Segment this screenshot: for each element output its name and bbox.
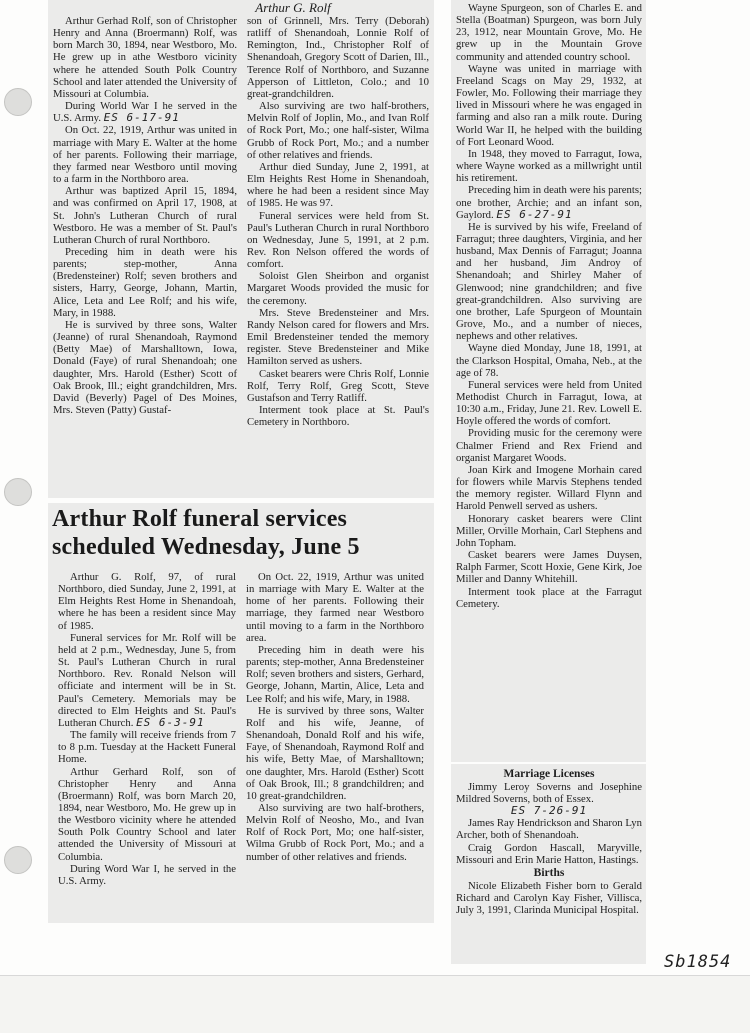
paragraph: Wayne was united in marriage with Freeland Scags on May 29, 1932, at Fowler, Mo. Following their marriage they lived in Missouri where he was engaged in farming and also ran a milk route. During World War II, he helped with the building of Fort Leonard Wood. xyxy=(456,62,642,148)
obituary-text xyxy=(456,2,642,610)
binder-hole xyxy=(4,88,32,116)
paragraph: Also surviving are two half-brothers, Melvin Rolf of Joplin, Mo., and Ivan Rolf of Rock Port, Mo.; one half-sister, Wilma Grubb of Rock Port, Mo.; and a number of other relatives and friends. xyxy=(247,100,429,161)
paragraph: Joan Kirk and Imogene Morhain cared for flowers while Marvis Stephens tended the memory register. Willard Flynn and Harold Penwell served as ushers. xyxy=(456,463,642,513)
paragraph: Nicole Elizabeth Fisher born to Gerald Richard and Carolyn Kay Fisher, Villisca, July 3, 1991, Clarinda Municipal Hospital. xyxy=(456,879,642,917)
paragraph: Casket bearers were Chris Rolf, Lonnie Rolf, Terry Rolf, Greg Scott, Steve Gustafson and Terry Ratliff. xyxy=(247,367,429,404)
paragraph: Funeral services were held from St. Paul's Lutheran Church in rural Northboro on Wednesday, June 5, 1991, at 2 p.m. Rev. Ron Nelson offered the words of comfort. xyxy=(247,209,429,271)
births-heading: Births xyxy=(533,866,565,879)
article-column-1 xyxy=(58,571,236,887)
paragraph: He is survived by three sons, Walter Rolf and his wife, Jeanne, of Shenandoah, Donald Rolf and his wife, Faye, of Shenandoah, Raymond Rolf and his wife, Betty Mae, of Marshalltown; one daughter, Mrs. Harold (Esther) Scott of Oak Brook, Ill.; 8 grandchildren; and 10 great-grandchildren. xyxy=(246,704,424,802)
paragraph: He is survived by his wife, Freeland of Farragut; three daughters, Virginia, and her husband, Max Dennis of Farragut; Joanna and her husband, Jim Androy of Shenandoah; and Shirley Maher of Glenwood; nine grandchildren; and five great-grandchildren. Also surviving are one brother, Lafe Spurgeon of Mountain Grove, Mo., and a number of nieces, nephews and other relatives. xyxy=(456,220,642,343)
paragraph: Mrs. Steve Bredensteiner and Mrs. Randy Nelson cared for flowers and Mrs. Emil Bredensteiner tended the memory register. Steve Bredensteiner and Mike Hamilton served as ushers. xyxy=(247,306,429,368)
handwritten-date: ES 6-3-91 xyxy=(136,715,205,729)
paragraph: On Oct. 22, 1919, Arthur was united in marriage with Mary E. Walter at the home of her parents. Following their marriage, they farmed near Westboro until moving to a farm in the Northboro area. xyxy=(246,571,424,644)
paragraph: Arthur died Sunday, June 2, 1991, at Elm Heights Rest Home in Shenandoah, where he had been a resident since May of 1985. He was 97. xyxy=(247,160,429,210)
binder-hole xyxy=(4,846,32,874)
handwritten-date: ES 7-26-91 xyxy=(510,804,588,818)
paragraph: son of Grinnell, Mrs. Terry (Deborah) ratliff of Shenandoah, Lonnie Rolf of Remington, Ind., Christopher Rolf of Shenandoah, Gregory Scott of Darien, Ill., Terence Rolf of Northboro, and Suzanne Apperson of Littleton, Colo.; and 10 great-grandchildren. xyxy=(247,15,429,100)
paragraph: On Oct. 22, 1919, Arthur was united in marriage with Mary E. Walter at the home of her parents. Following their marriage, they farmed near Westboro until moving to a farm in the Northboro area. xyxy=(53,124,237,186)
handwritten-date: ES 6-17-91 xyxy=(103,111,180,125)
paragraph: The family will receive friends from 7 to 8 p.m. Tuesday at the Hackett Funeral Home. xyxy=(58,729,236,766)
obituary-clipping-arthur-rolf xyxy=(48,0,434,498)
paragraph: Interment took place at St. Paul's Cemetery in Northboro. xyxy=(247,404,429,429)
news-clipping-funeral-services xyxy=(48,503,434,923)
paragraph: During Word War I, he served in the U.S. Army. xyxy=(58,862,236,887)
obituary-clipping-wayne-spurgeon xyxy=(451,0,646,762)
paragraph: Arthur was baptized April 15, 1894, and was confirmed on April 17, 1908, at St. John's Lutheran Church of rural Westboro. He was a member of St. Paul's Lutheran Church of rural Northboro. xyxy=(53,185,237,246)
paragraph: Also surviving are two half-brothers, Melvin Rolf of Neosho, Mo., and Ivan Rolf of Rock Port, Mo; one half-sister, Wilma Grubb of Rock Port, Mo.; and a number of other relatives and friends. xyxy=(246,801,424,863)
paragraph: Preceding him in death were his parents; one brother, Archie; and an infant son, Gaylord. ES 6-27-91 xyxy=(456,184,642,221)
paragraph: Preceding him in death were his parents; step-mother, Anna Bredensteiner Rolf; seven brothers and sisters, Gerhard, George, Johann, Martin, Alice, Leta and Lee Rolf; and his wife, Mary, in 1988. xyxy=(246,643,424,705)
article-column-2 xyxy=(246,571,424,863)
handwritten-date: ES 6-27-91 xyxy=(496,207,573,221)
paragraph: Arthur Gerhad Rolf, son of Christopher Henry and Anna (Broermann) Rolf, was born March 30, 1894, near Westboro, Mo. He grew up in athe Westboro vicinity where he attended South Polk Country School and later attended the University of Missouri at Columbia. xyxy=(53,15,237,100)
marriage-licenses-heading: Marriage Licenses xyxy=(503,768,595,780)
page-reference-mark: Sb1854 xyxy=(664,952,732,972)
paragraph: In 1948, they moved to Farragut, Iowa, where Wayne worked as a millwright until his retirement. xyxy=(456,147,642,185)
paragraph: Arthur G. Rolf, 97, of rural Northboro, died Sunday, June 2, 1991, at Elm Heights Rest Home in Shenandoah, where he has been a resident since May of 1985. xyxy=(58,571,236,632)
paragraph: Arthur Gerhard Rolf, son of Christopher Henry and Anna (Broermann) Rolf, was born March 20, 1894, near Westboro, Mo. He grew up in the Westboro vicinity where he attended South Polk Country School and later attended the University of Missouri at Columbia. xyxy=(58,765,236,863)
article-headline: Arthur Rolf funeral services scheduled Wednesday, June 5 xyxy=(52,506,360,560)
paragraph: He is survived by three sons, Walter (Jeanne) of rural Shenandoah, Raymond (Betty Mae) of Marshalltown, Iowa, Donald (Faye) of rural Shenandoah; one daughter, Mrs. Harold (Esther) Scott of Oak Brook, Ill.; eight grandchildren, Mrs. David (Beverly) Pagel of Des Moines, Mrs. Steven (Patty) Gustaf- xyxy=(53,318,237,416)
obituary-column-2 xyxy=(247,15,429,428)
paragraph: Casket bearers were James Duysen, Ralph Farmer, Scott Hoxie, Gene Kirk, Joe Miller and Danny Whitehill. xyxy=(456,549,642,586)
obituary-title: Arthur G. Rolf xyxy=(255,0,331,15)
paragraph: Jimmy Leroy Soverns and Josephine Mildred Soverns, both of Essex. xyxy=(456,781,642,806)
paragraph: Honorary casket bearers were Clint Miller, Orville Morhain, Carl Stephens and John Topham. xyxy=(456,512,642,549)
paragraph: Providing music for the ceremony were Chalmer Friend and Rex Friend and organist Margaret Woods. xyxy=(456,427,642,464)
notices-text xyxy=(456,767,642,916)
paragraph: Wayne Spurgeon, son of Charles E. and Stella (Boatman) Spurgeon, was born July 23, 1912, near Mountain Grove, Mo. He grew up in the Mountain Grove community and attended country school. xyxy=(456,2,642,63)
paragraph: During World War I he served in the U.S. Army. ES 6-17-91 xyxy=(53,100,237,125)
paragraph: Preceding him in death were his parents; step-mother, Anna (Bredensteiner) Rolf; seven brothers and sisters, Harry, George, Johann, Martin, Alice, Leta and Lee Rolf; and his wife, Mary, in 1988. xyxy=(53,245,237,319)
paragraph: Interment took place at the Farragut Cemetery. xyxy=(456,585,642,610)
paragraph: Wayne died Monday, June 18, 1991, at the Clarkson Hospital, Omaha, Neb., at the age of 78. xyxy=(456,342,642,379)
binder-hole xyxy=(4,478,32,506)
paragraph: Soloist Glen Sheirbon and organist Margaret Woods provided the music for the ceremony. xyxy=(247,270,429,307)
paragraph: Funeral services for Mr. Rolf will be held at 2 p.m., Wednesday, June 5, from St. Paul's Lutheran Church in rural Northboro. Rev. Ronald Nelson will officiate and interment will be in St. Paul's Cemetery. Memorials may be directed to Elm Heights and St. Paul's Lutheran Church. ES 6-3-91 xyxy=(58,631,236,729)
obituary-column-1 xyxy=(53,15,237,416)
paragraph: Craig Gordon Hascall, Maryville, Missouri and Erin Marie Hatton, Hastings. xyxy=(456,841,642,866)
notices-clipping xyxy=(451,764,646,964)
paragraph: James Ray Hendrickson and Sharon Lyn Archer, both of Shenandoah. xyxy=(456,817,642,842)
paragraph: Funeral services were held from United Methodist Church in Farragut, Iowa, at 10:30 a.m., Friday, June 21. Rev. Lowell E. Hoyle offered the words of comfort. xyxy=(456,378,642,428)
